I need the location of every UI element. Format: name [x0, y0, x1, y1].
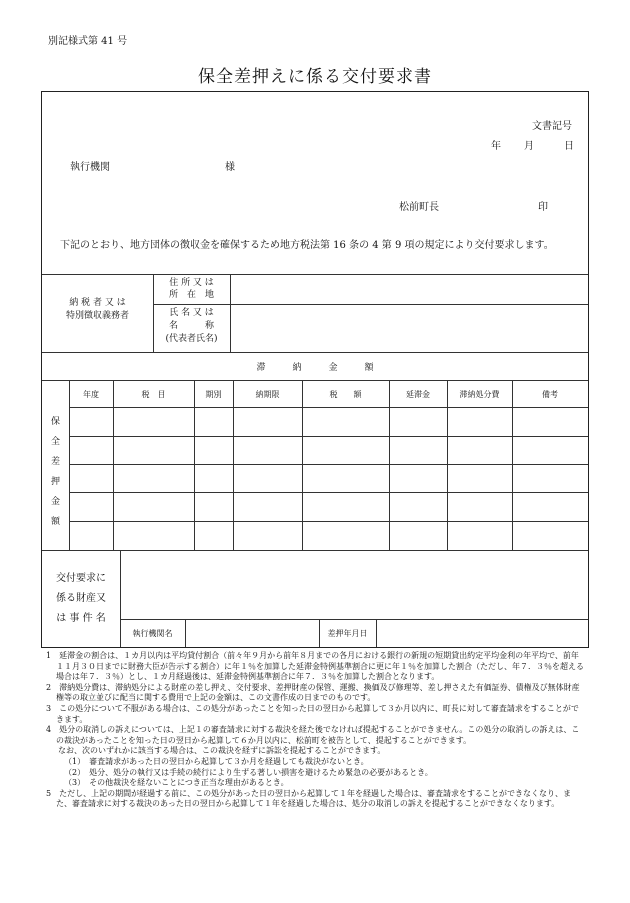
- date-year: 年: [491, 141, 501, 152]
- document-title: 保全差押えに係る交付要求書: [198, 67, 432, 87]
- arrears-section-label: 滞 納 金 額: [256, 363, 374, 373]
- notes: [46, 651, 586, 810]
- col-remarks: 備考: [542, 390, 558, 399]
- note-subitem: （1） 審査請求があった日の翌日から起算して３か月を経過しても裁決がないとき。: [64, 756, 369, 766]
- form-number: 別記様式第 41 号: [48, 36, 128, 47]
- col-year: 年度: [83, 390, 99, 399]
- note-item: 1 延滞金の割合は、１カ月以内は平均貸付割合（前々年９月から前年８月までの各月における銀行の新規の短期貸出約定平均金利の年平均で、前年１１月３０日までに財務大臣が告示する割合）に年１％を加算した延滞金特例基準割合に更に年１％を加算した割合（ただし、年７．３％を超える場合は年７．３％）とし、１カ月経過後は、延滞金特例基準割合に年７．３％を加算した割合となります。: [46, 651, 584, 682]
- taxpayer-label: 納 税 者 又 は 特別徴収義務者: [65, 298, 129, 321]
- request-body-text: 下記のとおり、地方団体の徴収金を確保するため地方税法第 16 条の 4 第 9 項の規定により交付要求します。: [60, 240, 554, 251]
- addressee: 執行機関: [70, 162, 110, 173]
- date-month: 月: [524, 141, 534, 152]
- address-label: 住 所 又 は 所 在 地: [168, 278, 214, 300]
- col-tax-amount: 税 額: [329, 390, 362, 399]
- agency-name-label: 執行機関名: [132, 629, 173, 638]
- note-sub: なお、次のいずれかに該当する場合は、この裁決を経ずに訴訟を提起することができます。: [58, 746, 386, 756]
- note-item: 2 滞納処分費は、滞納処分による財産の差し押え、交付要求、差押財産の保管、運搬、換価及び修理等、差し押さえた有価証券、債権及び無体財産権等の取立並びに配当に関する費用で上記の金額は、この文書作成の日までのものです。: [46, 682, 580, 703]
- col-disposition-cost: 滞納処分費: [459, 390, 500, 399]
- col-tax-item: 税 目: [141, 390, 166, 399]
- property-label: 交付要求に 係る財産又 は 事 件 名: [56, 573, 106, 624]
- form-frame: [41, 91, 589, 648]
- name-label: 氏 名 又 は 名 称 (代表者氏名): [165, 308, 218, 344]
- doc-number-label: 文書記号: [532, 121, 572, 132]
- col-due-date: 納期限: [255, 390, 280, 399]
- note-item: 4 処分の取消しの訴えについては、上記１の審査請求に対する裁決を経た後でなければ提起することができません。この処分の取消しの訴えは、この裁決があったことを知った日の翌日から起算して６か月以内に、松前町を被告として、提起することができます。: [46, 725, 580, 745]
- seizure-date-label: 差押年月日: [327, 629, 368, 638]
- note-item: 5 ただし、上記の期間が経過する前に、この処分があった日の翌日から起算して１年を経過した場合は、審査請求をすることができなくなり、また、審査請求に対する裁決のあった日の翌日から起算して１年を経過した場合は、処分の取消しの訴えを提起することができなくなります。: [46, 788, 572, 809]
- note-item: 3 この処分について不服がある場合は、この処分があったことを知った日の翌日から起算して３か月以内に、町長に対して審査請求をすることができます。: [46, 703, 579, 724]
- note-subitem: （3） その他裁決を経ないことにつき正当な理由があるとき。: [64, 778, 289, 788]
- col-period: 期別: [205, 390, 222, 399]
- col-late-fee: 延滞金: [406, 390, 430, 399]
- sender: 松前町長: [399, 202, 439, 213]
- note-subitem: （2） 処分、処分の執行又は手続の続行により生ずる著しい損害を避けるため緊急の必要があるとき。: [64, 767, 433, 777]
- date-day: 日: [564, 141, 574, 152]
- preservation-seizure-label: 保 全 差 押 金 額: [50, 417, 60, 527]
- seal-mark: 印: [538, 202, 548, 213]
- honorific: 様: [225, 162, 235, 173]
